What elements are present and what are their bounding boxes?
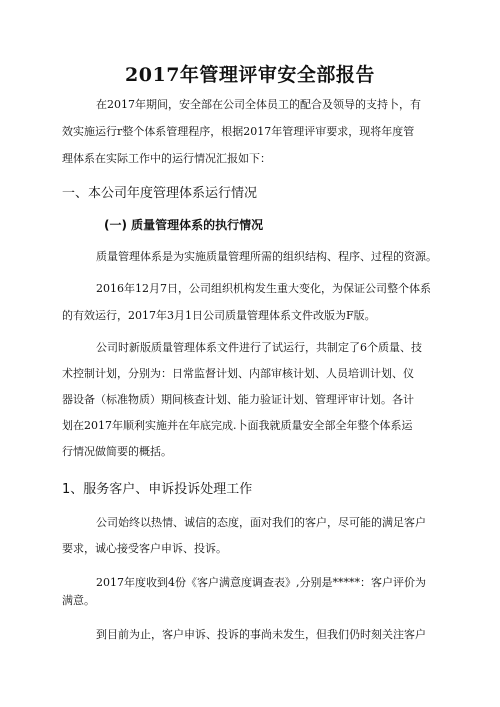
paragraph-5-line-1: 2017年度收到4份《客户满意度调查表》,分别是*****：客户评价为 <box>96 576 426 589</box>
paragraph-3-line-1: 公司时新版质量管理体系文件进行了试运行，共制定了6个质量、技 <box>96 341 422 354</box>
subsection-heading-1: (一) 质量管理体系的执行情况 <box>104 218 264 232</box>
paragraph-3-line-3: 器设备（标准物质）期间核查计划、能力验证计划、管理评审计划。各计 <box>62 393 414 406</box>
section-heading-1: 一、本公司年度管理体系运行情况 <box>62 186 258 201</box>
paragraph-6-line-1: 到目前为止，客户申诉、投诉的事尚未发生，但我们仍时刻关注客户 <box>96 628 426 641</box>
paragraph-2-line-1: 2016年12月7日，公司组织机构发生重大变化，为保证公司整个体系 <box>96 282 431 295</box>
paragraph-4-line-2: 要求，诚心接受客户申诉、投诉。 <box>62 542 227 555</box>
paragraph-1-line-1: 质量管理体系是为实施质量管理所需的组织结构、程序、过程的资源。 <box>96 250 437 263</box>
section-heading-2: 1、服务客户、申诉投诉处理工作 <box>62 482 253 497</box>
paragraph-5-line-2: 满意。 <box>62 594 95 607</box>
intro-line-1: 在2017年期间，安全部在公司全体员工的配合及领导的支持卜，有 <box>96 98 421 111</box>
paragraph-2-line-2: 的有效运行，2017年3月1日公司质量管理体系文件改版为F版。 <box>62 309 376 322</box>
paragraph-3-line-2: 术控制计划，分别为：日常监督计划、内部审核计划、人员培训计划、仪 <box>62 367 414 380</box>
document-title: 2017年管理评审安全部报告 <box>125 64 375 86</box>
intro-line-3: 理体系在实际工作中的运行情况汇报如下： <box>62 152 271 165</box>
paragraph-3-line-4: 划在2017年顺利实施并在年底完成.卜面我就质量安全部全年整个体系运 <box>62 419 413 432</box>
intro-line-2: 效实施运行r整个体系管理程序，根据2017年管理评审要求，现将年度管 <box>62 125 415 138</box>
paragraph-3-line-5: 行情况做简要的概括。 <box>62 445 172 458</box>
paragraph-4-line-1: 公司始终以热情、诚信的态度，面对我们的客户，尽可能的满足客户 <box>96 516 426 529</box>
